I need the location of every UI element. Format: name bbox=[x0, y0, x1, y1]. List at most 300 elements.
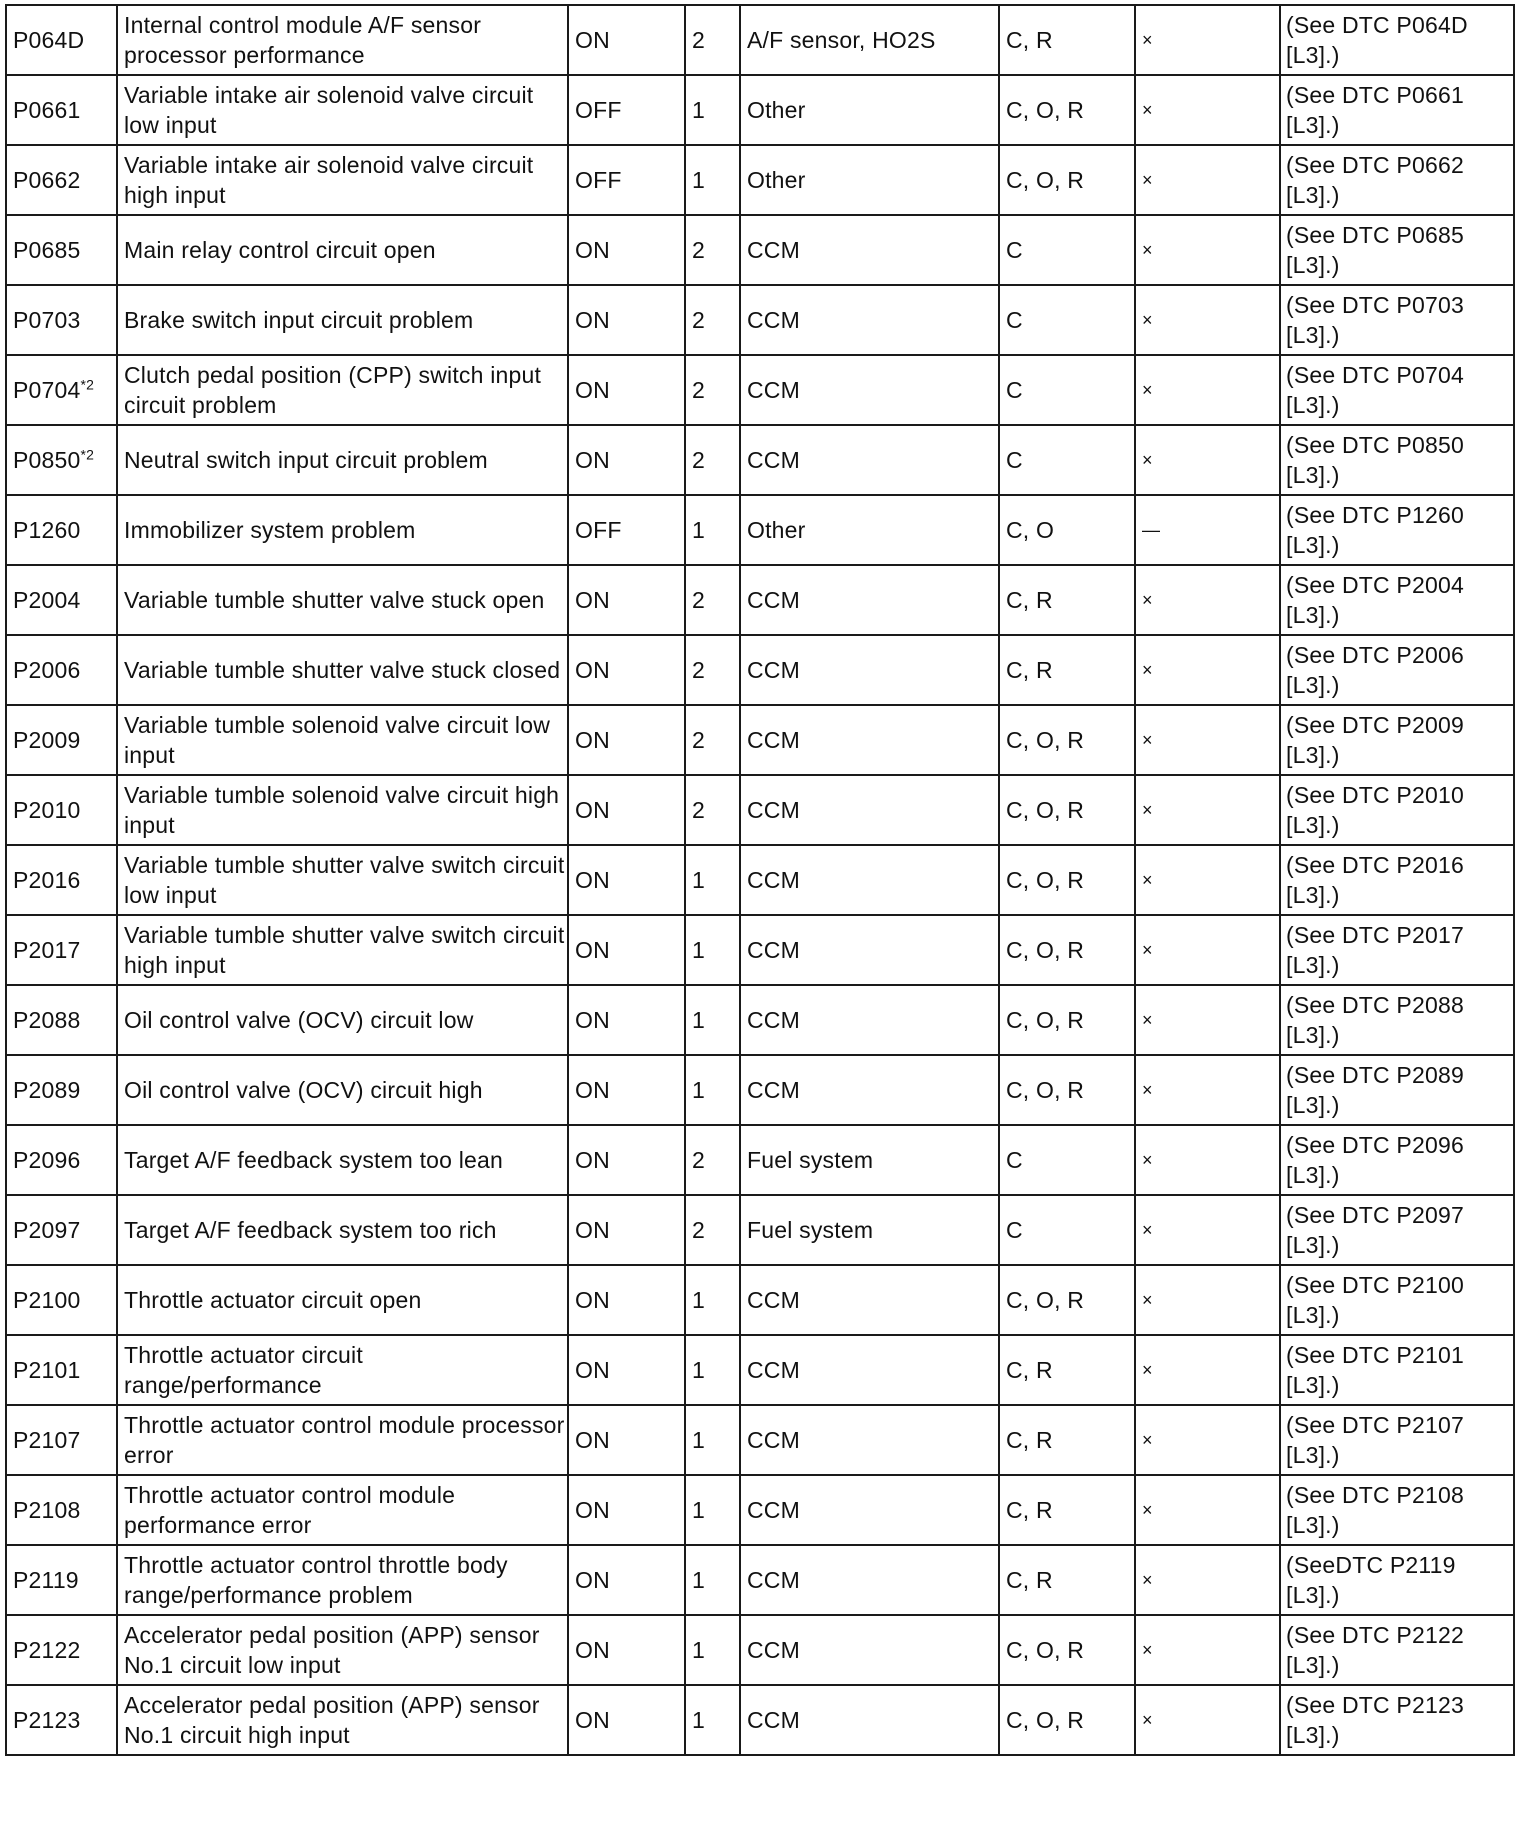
dtc-code-cell bbox=[6, 75, 117, 145]
mil-status-text: ON bbox=[575, 1637, 610, 1663]
dtc-description-text: Target A/F feedback system too rich bbox=[124, 1217, 497, 1243]
trip-count-text: 2 bbox=[692, 1147, 705, 1173]
table-row bbox=[6, 355, 1514, 425]
dtc-description-cell bbox=[117, 1335, 568, 1405]
conditions-text: C, O, R bbox=[1006, 1077, 1085, 1103]
conditions-cell bbox=[999, 145, 1135, 215]
conditions-cell bbox=[999, 565, 1135, 635]
mark-text: × bbox=[1142, 870, 1153, 890]
dtc-code-text: P0661 bbox=[13, 97, 81, 123]
conditions-cell bbox=[999, 1475, 1135, 1545]
dtc-code-cell bbox=[6, 1475, 117, 1545]
monitor-item-text: Other bbox=[747, 97, 806, 123]
monitor-item-text: Other bbox=[747, 517, 806, 543]
mil-status-cell bbox=[568, 565, 685, 635]
monitor-item-cell bbox=[740, 425, 999, 495]
reference-text: (See DTC P0703 [L3].) bbox=[1286, 292, 1464, 348]
mark-text: × bbox=[1142, 240, 1153, 260]
dtc-code-cell bbox=[6, 1615, 117, 1685]
dtc-description-cell bbox=[117, 635, 568, 705]
mark-cell bbox=[1135, 1475, 1280, 1545]
trip-count-text: 1 bbox=[692, 167, 705, 193]
mil-status-text: ON bbox=[575, 797, 610, 823]
dtc-code-cell bbox=[6, 1055, 117, 1125]
trip-count-cell bbox=[685, 5, 740, 75]
mil-status-cell bbox=[568, 285, 685, 355]
table-row bbox=[6, 775, 1514, 845]
conditions-cell bbox=[999, 1335, 1135, 1405]
mil-status-cell bbox=[568, 1685, 685, 1755]
dtc-description-text: Variable tumble solenoid valve circuit high input bbox=[124, 782, 560, 838]
mark-text: × bbox=[1142, 1430, 1153, 1450]
mark-text: × bbox=[1142, 100, 1153, 120]
monitor-item-text: A/F sensor, HO2S bbox=[747, 27, 936, 53]
dtc-code-cell bbox=[6, 215, 117, 285]
mark-text: × bbox=[1142, 1500, 1153, 1520]
dtc-description-cell bbox=[117, 1195, 568, 1265]
reference-text: (See DTC P0662 [L3].) bbox=[1286, 152, 1464, 208]
monitor-item-cell bbox=[740, 215, 999, 285]
conditions-text: C, R bbox=[1006, 1497, 1053, 1523]
conditions-cell bbox=[999, 845, 1135, 915]
mark-cell bbox=[1135, 425, 1280, 495]
mil-status-cell bbox=[568, 1405, 685, 1475]
conditions-cell bbox=[999, 285, 1135, 355]
trip-count-cell bbox=[685, 915, 740, 985]
trip-count-cell bbox=[685, 635, 740, 705]
conditions-text: C, O, R bbox=[1006, 937, 1085, 963]
mil-status-text: ON bbox=[575, 867, 610, 893]
conditions-text: C, O, R bbox=[1006, 167, 1085, 193]
monitor-item-text: CCM bbox=[747, 1427, 800, 1453]
conditions-text: C bbox=[1006, 447, 1023, 473]
mil-status-cell bbox=[568, 845, 685, 915]
trip-count-cell bbox=[685, 285, 740, 355]
mark-text: × bbox=[1142, 450, 1153, 470]
table-row bbox=[6, 1335, 1514, 1405]
mark-text: × bbox=[1142, 1010, 1153, 1030]
dtc-code-text: P2010 bbox=[13, 797, 81, 823]
monitor-item-text: Other bbox=[747, 167, 806, 193]
monitor-item-text: Fuel system bbox=[747, 1147, 874, 1173]
trip-count-text: 2 bbox=[692, 797, 705, 823]
trip-count-text: 1 bbox=[692, 1707, 705, 1733]
monitor-item-cell bbox=[740, 1405, 999, 1475]
mark-cell bbox=[1135, 1405, 1280, 1475]
trip-count-cell bbox=[685, 705, 740, 775]
dtc-code-text: P2122 bbox=[13, 1637, 81, 1663]
trip-count-text: 1 bbox=[692, 517, 705, 543]
reference-text: (See DTC P2006 [L3].) bbox=[1286, 642, 1464, 698]
dtc-description-cell bbox=[117, 5, 568, 75]
conditions-text: C, R bbox=[1006, 1427, 1053, 1453]
trip-count-cell bbox=[685, 1545, 740, 1615]
reference-text: (See DTC P0850 [L3].) bbox=[1286, 432, 1464, 488]
monitor-item-cell bbox=[740, 775, 999, 845]
dtc-code-text: P0662 bbox=[13, 167, 81, 193]
table-row bbox=[6, 1265, 1514, 1335]
mil-status-text: ON bbox=[575, 727, 610, 753]
dtc-description-text: Oil control valve (OCV) circuit low bbox=[124, 1007, 474, 1033]
dtc-description-cell bbox=[117, 1125, 568, 1195]
conditions-cell bbox=[999, 5, 1135, 75]
dtc-code-cell bbox=[6, 1545, 117, 1615]
dtc-code-text: P1260 bbox=[13, 517, 81, 543]
conditions-text: C, O bbox=[1006, 517, 1055, 543]
trip-count-cell bbox=[685, 1055, 740, 1125]
mil-status-text: ON bbox=[575, 1567, 610, 1593]
table-row bbox=[6, 1475, 1514, 1545]
conditions-cell bbox=[999, 1265, 1135, 1335]
trip-count-cell bbox=[685, 1335, 740, 1405]
monitor-item-text: CCM bbox=[747, 1567, 800, 1593]
dtc-description-text: Throttle actuator control module processor error bbox=[124, 1412, 565, 1468]
footnote-marker: *2 bbox=[80, 446, 95, 463]
reference-text: (See DTC P0704 [L3].) bbox=[1286, 362, 1464, 418]
conditions-text: C, O, R bbox=[1006, 1287, 1085, 1313]
conditions-cell bbox=[999, 635, 1135, 705]
dtc-description-text: Clutch pedal position (CPP) switch input circuit problem bbox=[124, 362, 542, 418]
monitor-item-cell bbox=[740, 1195, 999, 1265]
dtc-code-text: P2107 bbox=[13, 1427, 81, 1453]
table-row bbox=[6, 215, 1514, 285]
monitor-item-cell bbox=[740, 845, 999, 915]
reference-text: (See DTC P2088 [L3].) bbox=[1286, 992, 1464, 1048]
trip-count-text: 1 bbox=[692, 1637, 705, 1663]
conditions-text: C bbox=[1006, 377, 1023, 403]
monitor-item-cell bbox=[740, 705, 999, 775]
monitor-item-cell bbox=[740, 985, 999, 1055]
trip-count-text: 2 bbox=[692, 307, 705, 333]
reference-text: (See DTC P1260 [L3].) bbox=[1286, 502, 1464, 558]
reference-text: (See DTC P2017 [L3].) bbox=[1286, 922, 1464, 978]
trip-count-text: 1 bbox=[692, 1497, 705, 1523]
trip-count-cell bbox=[685, 425, 740, 495]
dtc-description-cell bbox=[117, 215, 568, 285]
dtc-code-cell bbox=[6, 985, 117, 1055]
mark-text: × bbox=[1142, 1360, 1153, 1380]
mark-cell bbox=[1135, 285, 1280, 355]
mark-text: × bbox=[1142, 660, 1153, 680]
mil-status-text: OFF bbox=[575, 97, 622, 123]
reference-cell bbox=[1280, 145, 1514, 215]
conditions-text: C, R bbox=[1006, 1357, 1053, 1383]
table-row bbox=[6, 1125, 1514, 1195]
dtc-table-body bbox=[6, 5, 1514, 1755]
conditions-text: C, O, R bbox=[1006, 97, 1085, 123]
table-row bbox=[6, 495, 1514, 565]
table-row bbox=[6, 1055, 1514, 1125]
dtc-table bbox=[5, 4, 1515, 1756]
monitor-item-cell bbox=[740, 495, 999, 565]
mark-text: × bbox=[1142, 730, 1153, 750]
reference-cell bbox=[1280, 1335, 1514, 1405]
dtc-description-text: Brake switch input circuit problem bbox=[124, 307, 474, 333]
table-row bbox=[6, 5, 1514, 75]
reference-cell bbox=[1280, 215, 1514, 285]
conditions-cell bbox=[999, 1055, 1135, 1125]
mark-cell bbox=[1135, 1055, 1280, 1125]
reference-text: (See DTC P2089 [L3].) bbox=[1286, 1062, 1464, 1118]
trip-count-cell bbox=[685, 1475, 740, 1545]
monitor-item-text: CCM bbox=[747, 727, 800, 753]
dtc-description-cell bbox=[117, 355, 568, 425]
mark-cell bbox=[1135, 635, 1280, 705]
mil-status-cell bbox=[568, 1125, 685, 1195]
mark-cell bbox=[1135, 495, 1280, 565]
dtc-code-cell bbox=[6, 355, 117, 425]
monitor-item-text: CCM bbox=[747, 1077, 800, 1103]
table-row bbox=[6, 425, 1514, 495]
mark-text: × bbox=[1142, 310, 1153, 330]
mil-status-text: ON bbox=[575, 587, 610, 613]
dtc-code-text: P0704 bbox=[13, 377, 81, 403]
dtc-description-cell bbox=[117, 1475, 568, 1545]
trip-count-cell bbox=[685, 495, 740, 565]
monitor-item-cell bbox=[740, 565, 999, 635]
dtc-description-text: Throttle actuator control module performance error bbox=[124, 1482, 456, 1538]
monitor-item-cell bbox=[740, 1335, 999, 1405]
dtc-code-cell bbox=[6, 495, 117, 565]
mark-text: × bbox=[1142, 1150, 1153, 1170]
dtc-code-cell bbox=[6, 5, 117, 75]
mil-status-text: ON bbox=[575, 447, 610, 473]
monitor-item-text: CCM bbox=[747, 237, 800, 263]
mark-cell bbox=[1135, 1545, 1280, 1615]
trip-count-cell bbox=[685, 845, 740, 915]
dtc-code-cell bbox=[6, 145, 117, 215]
trip-count-cell bbox=[685, 75, 740, 145]
reference-text: (See DTC P2010 [L3].) bbox=[1286, 782, 1464, 838]
dtc-description-text: Variable tumble shutter valve switch circuit high input bbox=[124, 922, 565, 978]
dtc-description-text: Accelerator pedal position (APP) sensor No.1 circuit low input bbox=[124, 1622, 540, 1678]
conditions-text: C, O, R bbox=[1006, 1007, 1085, 1033]
conditions-cell bbox=[999, 775, 1135, 845]
table-row bbox=[6, 285, 1514, 355]
dtc-code-text: P2088 bbox=[13, 1007, 81, 1033]
mark-text: × bbox=[1142, 1290, 1153, 1310]
mark-cell bbox=[1135, 845, 1280, 915]
dtc-code-cell bbox=[6, 1125, 117, 1195]
reference-text: (See DTC P064D [L3].) bbox=[1286, 12, 1468, 68]
dtc-code-text: P2004 bbox=[13, 587, 81, 613]
mil-status-text: ON bbox=[575, 1427, 610, 1453]
monitor-item-cell bbox=[740, 1615, 999, 1685]
mil-status-cell bbox=[568, 915, 685, 985]
dtc-description-cell bbox=[117, 425, 568, 495]
mil-status-cell bbox=[568, 1615, 685, 1685]
dtc-code-text: P2016 bbox=[13, 867, 81, 893]
reference-cell bbox=[1280, 1125, 1514, 1195]
table-row bbox=[6, 565, 1514, 635]
mil-status-text: ON bbox=[575, 1287, 610, 1313]
monitor-item-text: CCM bbox=[747, 1287, 800, 1313]
conditions-text: C bbox=[1006, 307, 1023, 333]
mark-cell bbox=[1135, 1335, 1280, 1405]
monitor-item-cell bbox=[740, 1125, 999, 1195]
trip-count-text: 1 bbox=[692, 1287, 705, 1313]
conditions-text: C, R bbox=[1006, 657, 1053, 683]
mark-text: × bbox=[1142, 1220, 1153, 1240]
conditions-cell bbox=[999, 985, 1135, 1055]
conditions-text: C bbox=[1006, 1147, 1023, 1173]
reference-cell bbox=[1280, 845, 1514, 915]
trip-count-cell bbox=[685, 565, 740, 635]
dtc-description-cell bbox=[117, 145, 568, 215]
mil-status-text: ON bbox=[575, 307, 610, 333]
conditions-cell bbox=[999, 355, 1135, 425]
conditions-cell bbox=[999, 1405, 1135, 1475]
mil-status-text: ON bbox=[575, 657, 610, 683]
conditions-text: C, R bbox=[1006, 27, 1053, 53]
mark-cell bbox=[1135, 75, 1280, 145]
monitor-item-cell bbox=[740, 1475, 999, 1545]
dtc-description-cell bbox=[117, 915, 568, 985]
dtc-code-text: P2123 bbox=[13, 1707, 81, 1733]
trip-count-cell bbox=[685, 985, 740, 1055]
table-row bbox=[6, 1195, 1514, 1265]
dtc-description-text: Variable intake air solenoid valve circuit low input bbox=[124, 82, 534, 138]
trip-count-text: 1 bbox=[692, 97, 705, 123]
table-row bbox=[6, 1685, 1514, 1755]
monitor-item-text: CCM bbox=[747, 587, 800, 613]
monitor-item-cell bbox=[740, 75, 999, 145]
mark-text: × bbox=[1142, 380, 1153, 400]
table-row bbox=[6, 635, 1514, 705]
mil-status-text: ON bbox=[575, 237, 610, 263]
mil-status-cell bbox=[568, 75, 685, 145]
reference-cell bbox=[1280, 1475, 1514, 1545]
reference-cell bbox=[1280, 1545, 1514, 1615]
mil-status-text: ON bbox=[575, 1707, 610, 1733]
mark-cell bbox=[1135, 5, 1280, 75]
reference-cell bbox=[1280, 635, 1514, 705]
dtc-description-cell bbox=[117, 565, 568, 635]
mil-status-cell bbox=[568, 705, 685, 775]
reference-text: (See DTC P2004 [L3].) bbox=[1286, 572, 1464, 628]
mil-status-text: ON bbox=[575, 377, 610, 403]
table-row bbox=[6, 75, 1514, 145]
monitor-item-text: CCM bbox=[747, 1707, 800, 1733]
conditions-text: C, R bbox=[1006, 1567, 1053, 1593]
dtc-description-cell bbox=[117, 1685, 568, 1755]
reference-text: (See DTC P2097 [L3].) bbox=[1286, 1202, 1464, 1258]
dtc-code-text: P2017 bbox=[13, 937, 81, 963]
monitor-item-text: CCM bbox=[747, 307, 800, 333]
monitor-item-cell bbox=[740, 915, 999, 985]
mil-status-cell bbox=[568, 355, 685, 425]
trip-count-text: 1 bbox=[692, 1077, 705, 1103]
mil-status-cell bbox=[568, 1335, 685, 1405]
dtc-code-cell bbox=[6, 915, 117, 985]
monitor-item-cell bbox=[740, 635, 999, 705]
monitor-item-cell bbox=[740, 1685, 999, 1755]
conditions-cell bbox=[999, 425, 1135, 495]
conditions-text: C, O, R bbox=[1006, 797, 1085, 823]
monitor-item-cell bbox=[740, 145, 999, 215]
conditions-cell bbox=[999, 495, 1135, 565]
trip-count-cell bbox=[685, 355, 740, 425]
reference-text: (See DTC P0661 [L3].) bbox=[1286, 82, 1464, 138]
mil-status-text: OFF bbox=[575, 517, 622, 543]
conditions-cell bbox=[999, 215, 1135, 285]
reference-text: (See DTC P2101 [L3].) bbox=[1286, 1342, 1464, 1398]
reference-text: (See DTC P2108 [L3].) bbox=[1286, 1482, 1464, 1538]
mil-status-cell bbox=[568, 1265, 685, 1335]
table-row bbox=[6, 705, 1514, 775]
dtc-description-text: Throttle actuator circuit range/performance bbox=[124, 1342, 363, 1398]
mark-cell bbox=[1135, 985, 1280, 1055]
reference-text: (See DTC P0685 [L3].) bbox=[1286, 222, 1464, 278]
dtc-description-cell bbox=[117, 1265, 568, 1335]
trip-count-text: 2 bbox=[692, 237, 705, 263]
mil-status-text: ON bbox=[575, 1147, 610, 1173]
mark-cell bbox=[1135, 775, 1280, 845]
mark-cell bbox=[1135, 1125, 1280, 1195]
dtc-code-cell bbox=[6, 1195, 117, 1265]
dtc-code-cell bbox=[6, 285, 117, 355]
conditions-cell bbox=[999, 915, 1135, 985]
mark-cell bbox=[1135, 1195, 1280, 1265]
table-row bbox=[6, 845, 1514, 915]
mark-cell bbox=[1135, 915, 1280, 985]
monitor-item-text: CCM bbox=[747, 1637, 800, 1663]
mil-status-cell bbox=[568, 985, 685, 1055]
table-row bbox=[6, 985, 1514, 1055]
monitor-item-cell bbox=[740, 1545, 999, 1615]
dtc-code-text: P2009 bbox=[13, 727, 81, 753]
dtc-description-text: Variable tumble shutter valve switch circuit low input bbox=[124, 852, 565, 908]
reference-text: (See DTC P2096 [L3].) bbox=[1286, 1132, 1464, 1188]
mil-status-text: OFF bbox=[575, 167, 622, 193]
dtc-code-cell bbox=[6, 1335, 117, 1405]
trip-count-cell bbox=[685, 1405, 740, 1475]
mil-status-cell bbox=[568, 145, 685, 215]
dtc-code-text: P2096 bbox=[13, 1147, 81, 1173]
dtc-code-text: P2006 bbox=[13, 657, 81, 683]
reference-text: (SeeDTC P2119 [L3].) bbox=[1286, 1552, 1456, 1608]
mil-status-cell bbox=[568, 1195, 685, 1265]
mark-text: × bbox=[1142, 590, 1153, 610]
conditions-cell bbox=[999, 1195, 1135, 1265]
mark-text: × bbox=[1142, 940, 1153, 960]
dtc-description-text: Target A/F feedback system too lean bbox=[124, 1147, 504, 1173]
monitor-item-text: CCM bbox=[747, 1357, 800, 1383]
trip-count-text: 2 bbox=[692, 587, 705, 613]
reference-text: (See DTC P2009 [L3].) bbox=[1286, 712, 1464, 768]
dtc-description-text: Variable intake air solenoid valve circuit high input bbox=[124, 152, 534, 208]
reference-cell bbox=[1280, 355, 1514, 425]
mark-text: × bbox=[1142, 800, 1153, 820]
dtc-description-text: Accelerator pedal position (APP) sensor No.1 circuit high input bbox=[124, 1692, 540, 1748]
mark-text: × bbox=[1142, 1640, 1153, 1660]
trip-count-text: 2 bbox=[692, 727, 705, 753]
conditions-text: C, R bbox=[1006, 587, 1053, 613]
trip-count-text: 2 bbox=[692, 27, 705, 53]
trip-count-text: 1 bbox=[692, 1427, 705, 1453]
dtc-description-cell bbox=[117, 1405, 568, 1475]
dtc-description-text: Variable tumble shutter valve stuck closed bbox=[124, 657, 561, 683]
dtc-description-cell bbox=[117, 985, 568, 1055]
trip-count-cell bbox=[685, 1265, 740, 1335]
trip-count-text: 1 bbox=[692, 1357, 705, 1383]
reference-cell bbox=[1280, 705, 1514, 775]
monitor-item-cell bbox=[740, 355, 999, 425]
monitor-item-cell bbox=[740, 285, 999, 355]
trip-count-cell bbox=[685, 1125, 740, 1195]
dtc-code-text: P2119 bbox=[13, 1567, 79, 1593]
dtc-description-cell bbox=[117, 705, 568, 775]
